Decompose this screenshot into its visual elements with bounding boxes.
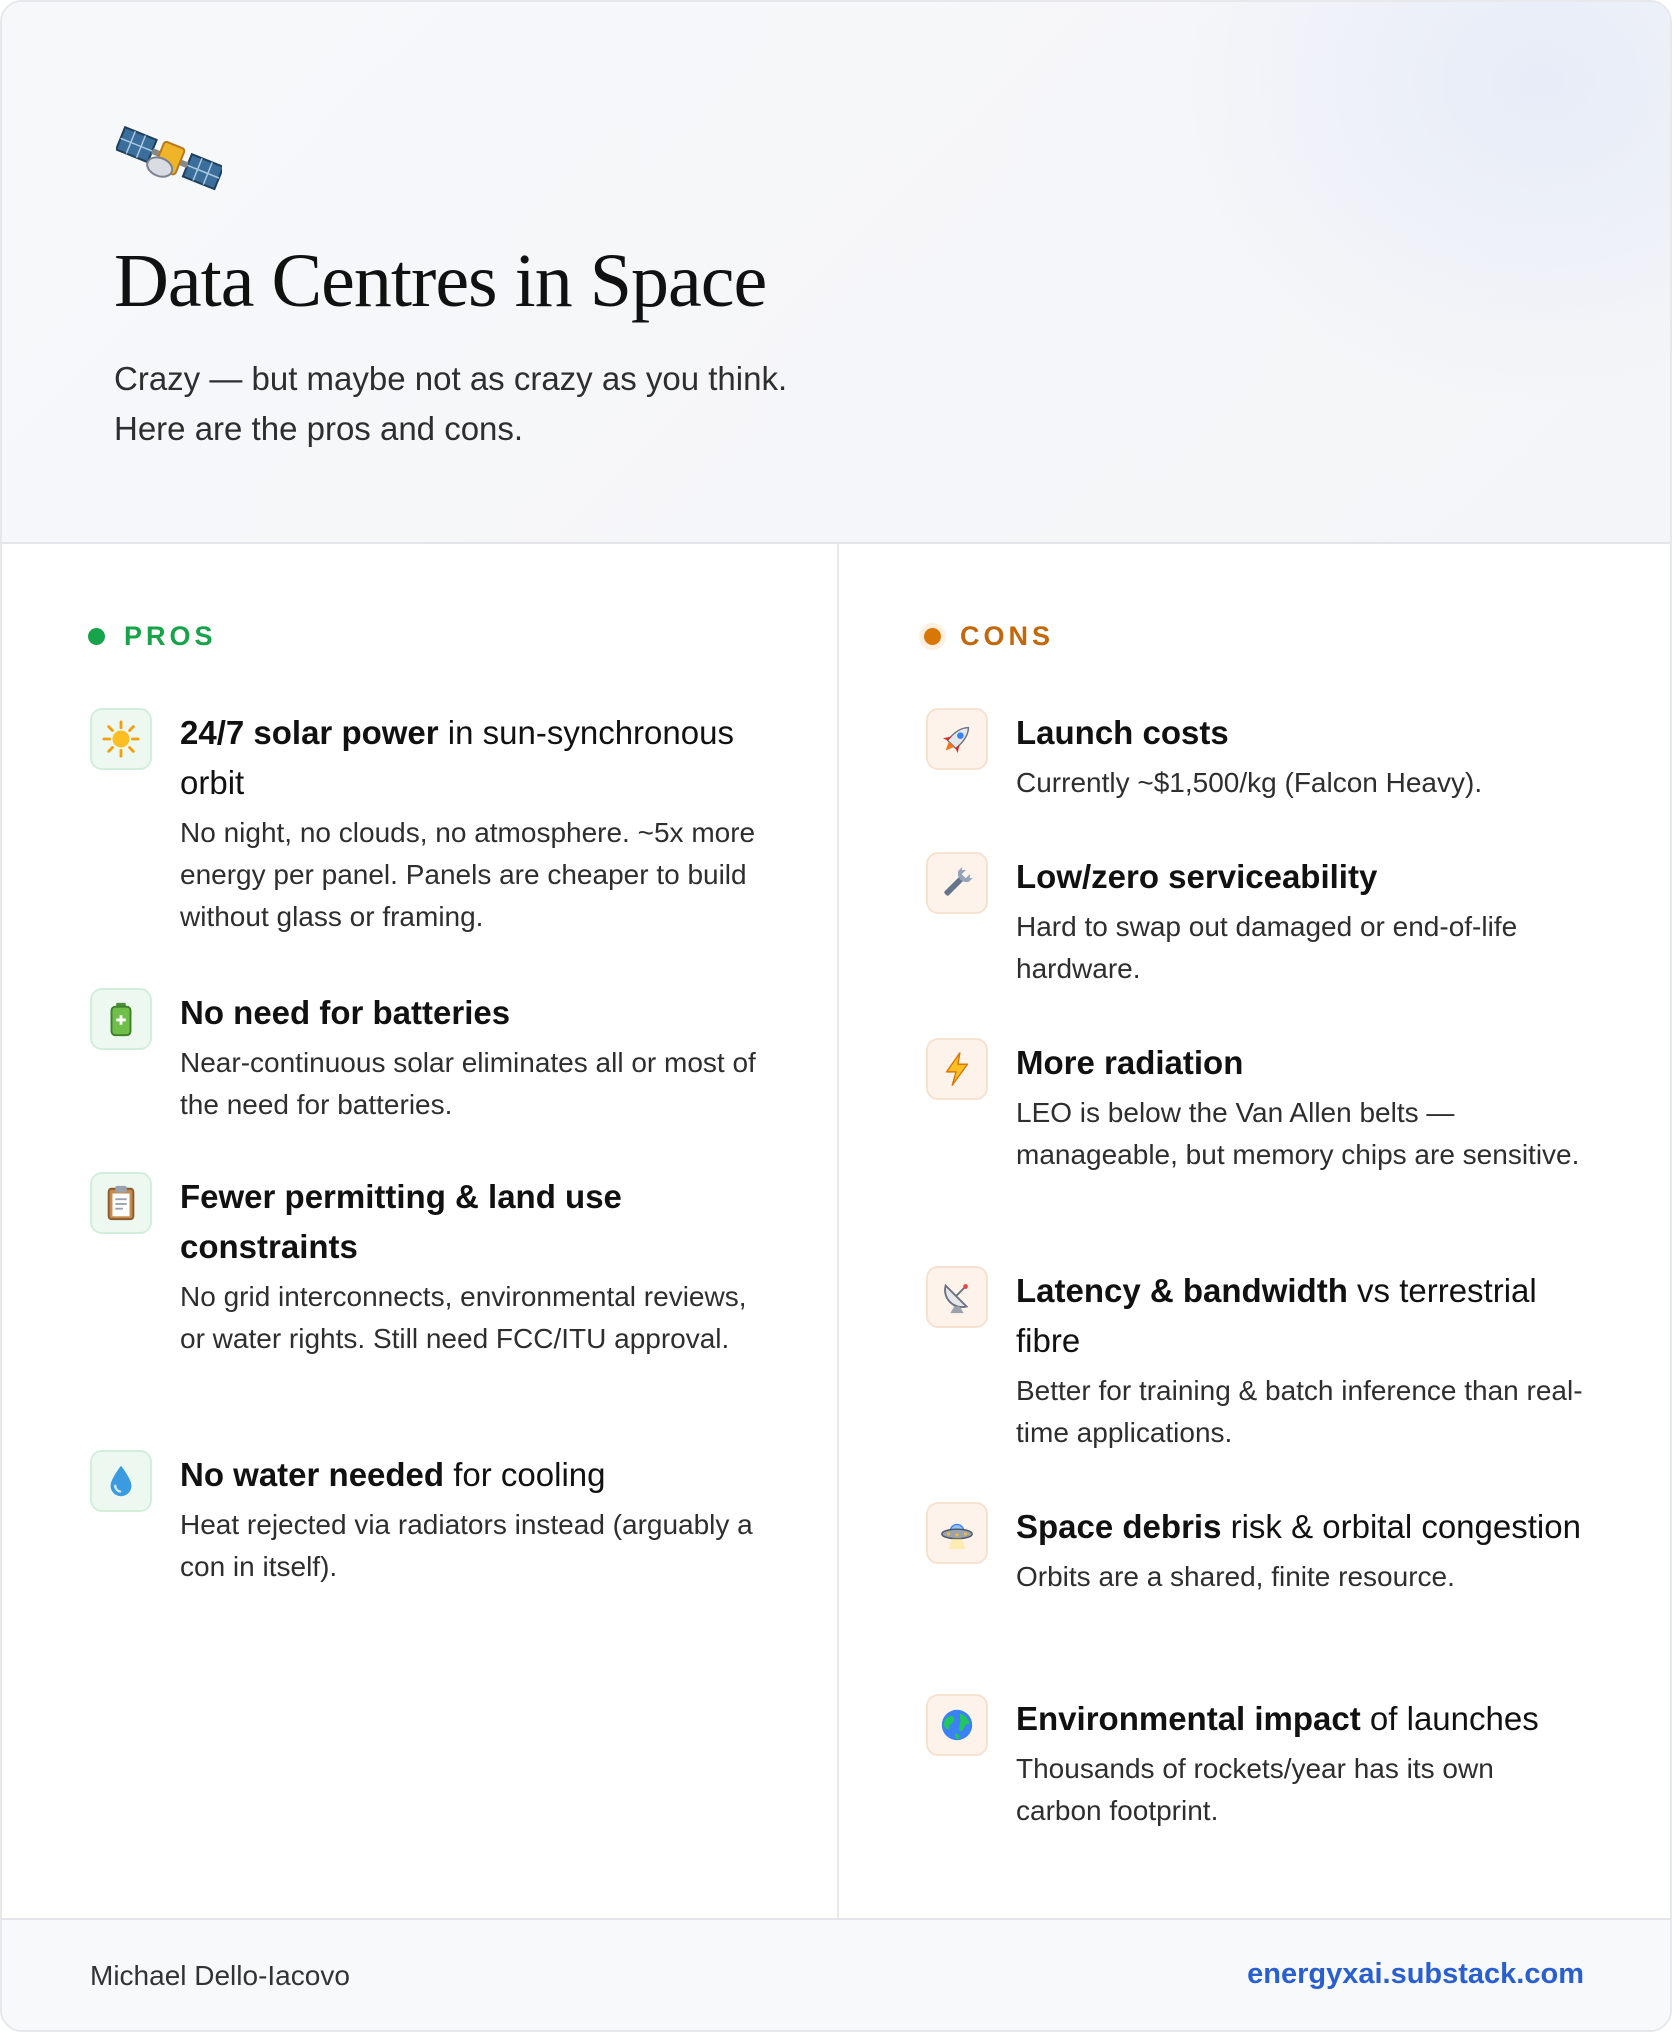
pro-description: No grid interconnects, environmental reviews, or water rights. Still need FCC/ITU approval.	[180, 1281, 747, 1354]
con-description: LEO is below the Van Allen belts — manageable, but memory chips are sensitive.	[1016, 1097, 1580, 1170]
con-heading: Space debris risk & orbital congestion	[1016, 1508, 1581, 1545]
pro-heading: Fewer permitting & land use constraints	[180, 1178, 622, 1265]
subtitle-line: Crazy — but maybe not as crazy as you think.	[114, 360, 788, 397]
con-item	[926, 1266, 1586, 1454]
pro-description: No night, no clouds, no atmosphere. ~5x more energy per panel. Panels are cheaper to build without glass or framing.	[180, 817, 756, 932]
footer	[2, 1918, 1670, 2032]
header	[2, 2, 1670, 544]
lightning-icon	[926, 1038, 988, 1100]
column-divider	[837, 544, 839, 1918]
subtitle-line: Here are the pros and cons.	[114, 410, 524, 447]
pro-item	[90, 988, 770, 1126]
pro-item	[90, 1172, 770, 1360]
satellite-icon	[116, 120, 222, 200]
page-title: Data Centres in Space	[114, 239, 767, 323]
con-heading: Low/zero serviceability	[1016, 858, 1378, 895]
pro-heading: 24/7 solar power in sun-synchronous orbit	[180, 714, 734, 801]
con-description: Orbits are a shared, finite resource.	[1016, 1561, 1455, 1592]
cons-label: CONS	[960, 620, 1055, 651]
con-heading: More radiation	[1016, 1044, 1244, 1081]
pro-description: Near-continuous solar eliminates all or most of the need for batteries.	[180, 1047, 756, 1120]
clipboard-icon	[90, 1172, 152, 1234]
droplet-icon	[90, 1450, 152, 1512]
pro-item	[90, 1450, 770, 1588]
con-description: Hard to swap out damaged or end-of-life hardware.	[1016, 911, 1518, 984]
con-heading: Environmental impact of launches	[1016, 1700, 1539, 1737]
pros-dot	[88, 628, 105, 645]
con-item	[926, 852, 1586, 990]
globe-icon	[926, 1694, 988, 1756]
pros-heading	[88, 616, 217, 656]
pro-description: Heat rejected via radiators instead (arguably a con in itself).	[180, 1509, 753, 1582]
wrench-icon	[926, 852, 988, 914]
con-description: Currently ~$1,500/kg (Falcon Heavy).	[1016, 767, 1483, 798]
page-subtitle	[114, 354, 1014, 454]
cons-dot	[924, 628, 941, 645]
con-item	[926, 1038, 1586, 1176]
battery-icon	[90, 988, 152, 1050]
sun-icon	[90, 708, 152, 770]
satellite-dish-icon	[926, 1266, 988, 1328]
cons-heading	[924, 616, 1054, 656]
pros-label: PROS	[124, 620, 217, 651]
pro-heading: No water needed for cooling	[180, 1456, 606, 1493]
con-item	[926, 1694, 1586, 1832]
ufo-icon	[926, 1502, 988, 1564]
con-description: Thousands of rockets/year has its own carbon footprint.	[1016, 1753, 1494, 1826]
rocket-icon	[926, 708, 988, 770]
author-name: Michael Dello-Iacovo	[90, 1960, 350, 1991]
pro-item	[90, 708, 770, 938]
con-heading: Latency & bandwidth vs terrestrial fibre	[1016, 1272, 1537, 1359]
site-link[interactable]: energyxai.substack.com	[1247, 1958, 1584, 1990]
pro-heading: No need for batteries	[180, 994, 511, 1031]
con-heading: Launch costs	[1016, 714, 1229, 751]
con-item	[926, 708, 1586, 804]
con-description: Better for training & batch inference than real-time applications.	[1016, 1375, 1583, 1448]
con-item	[926, 1502, 1586, 1598]
